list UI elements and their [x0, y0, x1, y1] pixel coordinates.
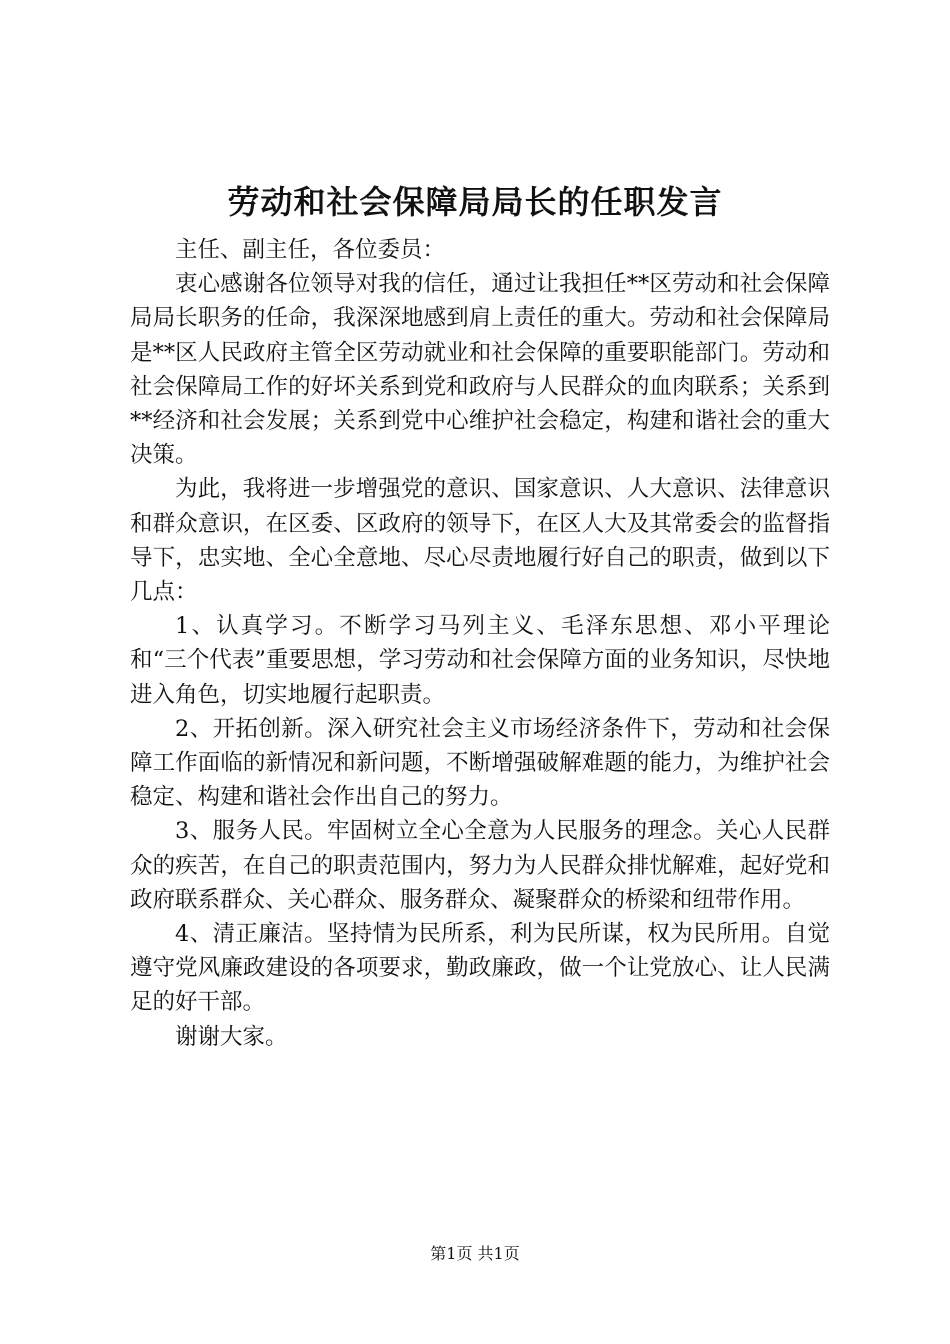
- body-paragraph: 为此，我将进一步增强党的意识、国家意识、人大意识、法律意识和群众意识，在区委、区政府的领导下，在区人大及其常委会的监督指导下，忠实地、全心全意地、尽心尽责地履行好自己的职责，做到以下几点：: [130, 476, 830, 606]
- page-footer: 第1页 共1页: [430, 1244, 520, 1263]
- list-item-paragraph: 3、服务人民。牢固树立全心全意为人民服务的理念。关心人民群众的疾苦，在自己的职责范围内，努力为人民群众排忧解难，起好党和政府联系群众、关心群众、服务群众、凝聚群众的桥梁和纽带作用。: [130, 818, 830, 913]
- document-title: 劳动和社会保障局局长的任职发言: [227, 183, 723, 221]
- list-item-paragraph: 1、认真学习。不断学习马列主义、毛泽东思想、邓小平理论和“三个代表”重要思想，学习劳动和社会保障方面的业务知识，尽快地进入角色，切实地履行起职责。: [130, 613, 830, 708]
- body-paragraph: 衷心感谢各位领导对我的信任，通过让我担任**区劳动和社会保障局局长职务的任命，我深深地感到肩上责任的重大。劳动和社会保障局是**区人民政府主管全区劳动就业和社会保障的重要职能部门。劳动和社会保障局工作的好坏关系到党和政府与人民群众的血肉联系；关系到**经济和社会发展；关系到党中心维护社会稳定，构建和谐社会的重大决策。: [130, 271, 830, 469]
- list-item-paragraph: 4、清正廉洁。坚持情为民所系，利为民所谋，权为民所用。自觉遵守党风廉政建设的各项要求，勤政廉政，做一个让党放心、让人民满足的好干部。: [130, 921, 830, 1016]
- salutation-paragraph: 主任、副主任，各位委员：: [175, 237, 446, 263]
- closing-paragraph: 谢谢大家。: [175, 1023, 288, 1050]
- list-item-paragraph: 2、开拓创新。深入研究社会主义市场经济条件下，劳动和社会保障工作面临的新情况和新问题，不断增强破解难题的能力，为维护社会稳定、构建和谐社会作出自己的努力。: [130, 715, 830, 811]
- document-body: [130, 233, 830, 1054]
